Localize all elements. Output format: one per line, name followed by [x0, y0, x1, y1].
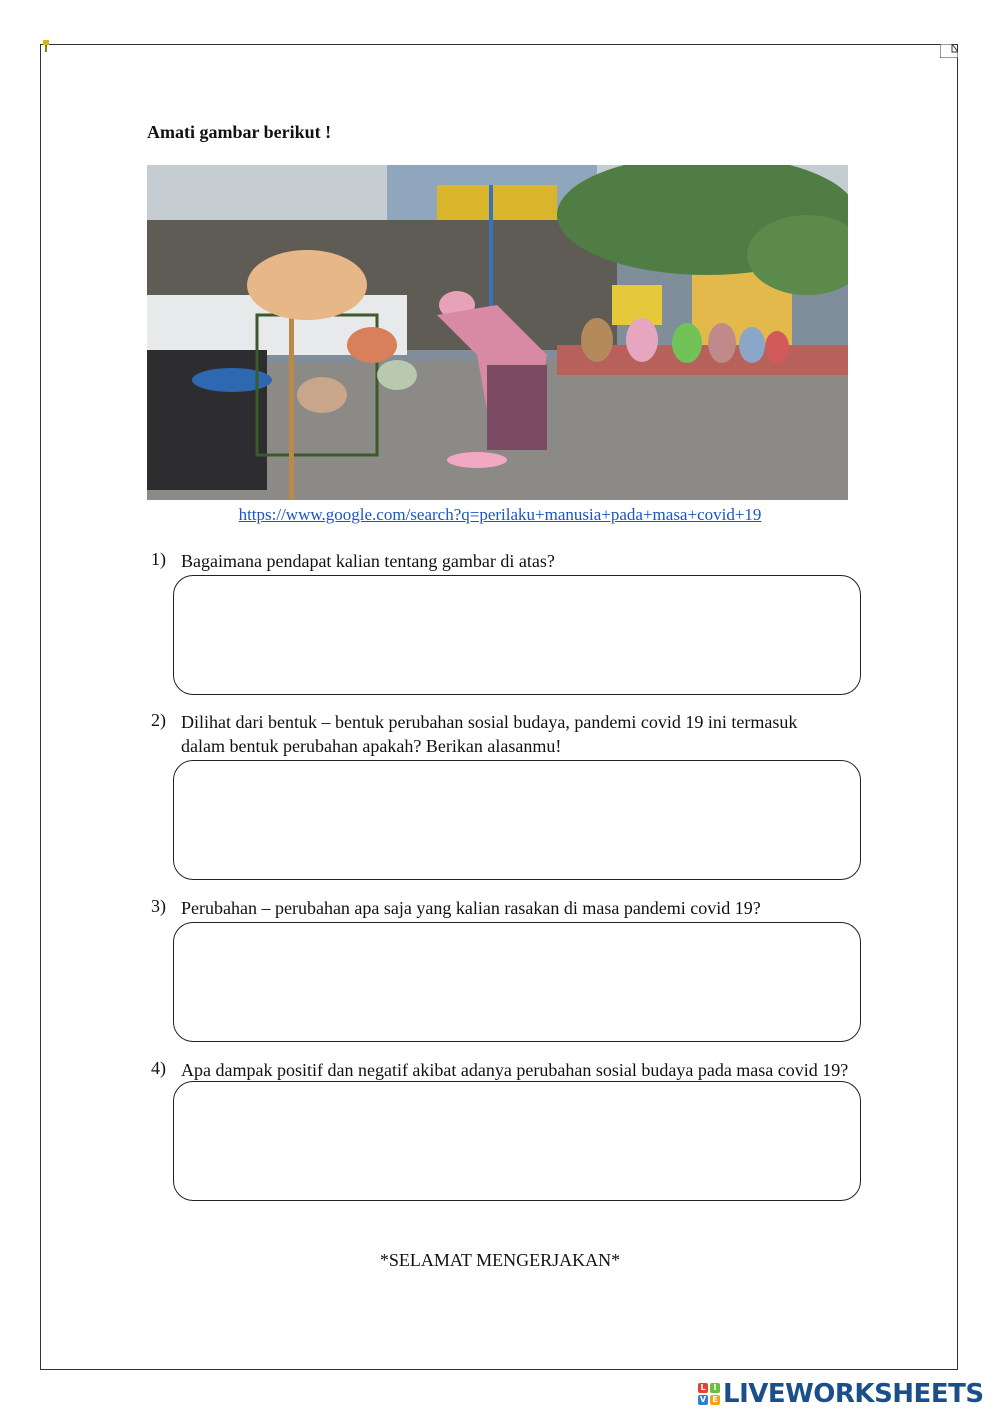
photo-source-link[interactable]: https://www.google.com/search?q=perilaku+manusia+pada+masa+covid+19 [238, 505, 762, 524]
question-1-text: Bagaimana pendapat kalian tentang gambar di atas? [181, 551, 555, 571]
question-2-text [181, 710, 901, 758]
answer-box-3[interactable] [173, 922, 861, 1042]
answer-box-2[interactable] [173, 760, 861, 880]
worksheet-heading: Amati gambar berikut ! [147, 122, 332, 142]
logo-letter-e: E [710, 1395, 720, 1405]
question-4-text: Apa dampak positif dan negatif akibat adanya perubahan sosial budaya pada masa covid 19? [181, 1060, 849, 1080]
brand-name: LIVEWORKSHEETS [723, 1379, 984, 1409]
liveworksheets-logo-icon [698, 1383, 720, 1405]
answer-field-4[interactable] [174, 1082, 860, 1200]
answer-field-1[interactable] [174, 576, 860, 694]
question-2-line-1: Dilihat dari bentuk – bentuk perubahan sosial budaya, pandemi covid 19 ini termasuk [181, 712, 798, 732]
question-3-number: 3) [151, 896, 166, 916]
question-1-number: 1) [151, 549, 166, 569]
question-2-number: 2) [151, 710, 166, 730]
street-vendor-photo [147, 165, 848, 500]
question-3-text: Perubahan – perubahan apa saja yang kalian rasakan di masa pandemi covid 19? [181, 898, 761, 918]
answer-box-1[interactable] [173, 575, 861, 695]
logo-letter-v: V [699, 1395, 707, 1404]
page-fold-corner [940, 44, 958, 58]
question-2-line-2: dalam bentuk perubahan apakah? Berikan alasanmu! [181, 736, 562, 756]
closing-message: *SELAMAT MENGERJAKAN* [379, 1250, 621, 1270]
answer-box-4[interactable] [173, 1081, 861, 1201]
pin-icon [42, 40, 50, 52]
question-4-number: 4) [151, 1058, 166, 1078]
answer-field-2[interactable] [174, 761, 860, 879]
answer-field-3[interactable] [174, 923, 860, 1041]
logo-letter-i: I [710, 1383, 720, 1393]
logo-letter-l: L [698, 1383, 708, 1393]
liveworksheets-brand[interactable] [698, 1379, 984, 1409]
